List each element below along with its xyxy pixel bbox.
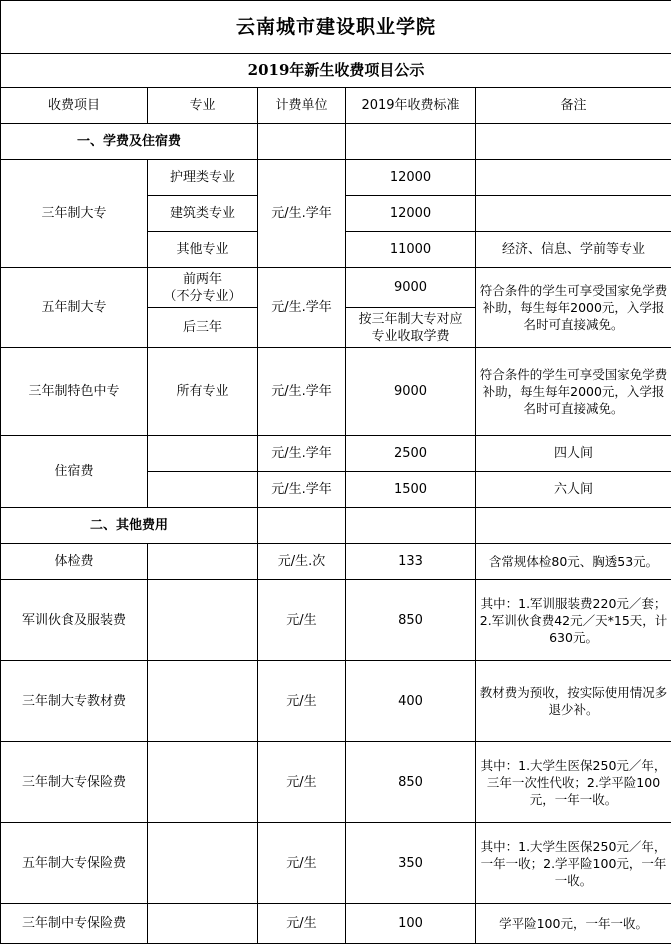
note-cell: 其中：1.大学生医保250元／年，三年一次性代收；2.学平险100元，一年一收。 xyxy=(476,742,671,823)
unit-cell: 元/生.学年 xyxy=(258,160,346,268)
fee-cell: 850 xyxy=(346,580,476,661)
major-cell xyxy=(148,268,258,308)
major-line: （不分专业） xyxy=(151,288,254,305)
major-line: 前两年 xyxy=(151,271,254,288)
section-row xyxy=(1,124,671,160)
table-row xyxy=(1,160,671,196)
fee-cell: 9000 xyxy=(346,348,476,436)
note-cell: 六人间 xyxy=(476,472,671,508)
note-cell: 含常规体检80元、胸透53元。 xyxy=(476,544,671,580)
note-cell: 符合条件的学生可享受国家免学费补助，每生每年2000元，入学报名时可直接减免。 xyxy=(476,348,671,436)
section-label: 一、学费及住宿费 xyxy=(1,124,258,160)
note-cell: 其中：1.军训服装费220元／套；2.军训伙食费42元／天*15天，计630元。 xyxy=(476,580,671,661)
fee-cell: 11000 xyxy=(346,232,476,268)
unit-cell: 元/生.次 xyxy=(258,544,346,580)
table-row xyxy=(1,661,671,742)
unit-cell: 元/生 xyxy=(258,823,346,904)
fee-cell: 850 xyxy=(346,742,476,823)
note-cell: 教材费为预收，按实际使用情况多退少补。 xyxy=(476,661,671,742)
fee-cell: 9000 xyxy=(346,268,476,308)
fee-cell xyxy=(346,308,476,348)
fee-cell: 350 xyxy=(346,823,476,904)
major-cell: 护理类专业 xyxy=(148,160,258,196)
header-major: 专业 xyxy=(148,88,258,124)
unit-cell: 元/生.学年 xyxy=(258,348,346,436)
table-row xyxy=(1,742,671,823)
item-name: 三年制中专保险费 xyxy=(1,904,148,944)
table-row xyxy=(1,580,671,661)
item-name: 五年制大专 xyxy=(1,268,148,348)
table-row xyxy=(1,904,671,944)
note-cell: 学平险100元，一年一收。 xyxy=(476,904,671,944)
note-cell xyxy=(476,160,671,196)
table-row xyxy=(1,544,671,580)
item-name: 三年制大专保险费 xyxy=(1,742,148,823)
page-subtitle: 2019年新生收费项目公示 xyxy=(1,54,671,88)
table-row xyxy=(1,823,671,904)
table-row xyxy=(1,348,671,436)
unit-cell: 元/生.学年 xyxy=(258,436,346,472)
unit-cell: 元/生 xyxy=(258,742,346,823)
section-row xyxy=(1,508,671,544)
item-name: 住宿费 xyxy=(1,436,148,508)
unit-cell: 元/生 xyxy=(258,904,346,944)
note-cell xyxy=(476,196,671,232)
fee-cell: 133 xyxy=(346,544,476,580)
item-name: 三年制特色中专 xyxy=(1,348,148,436)
note-cell: 符合条件的学生可享受国家免学费补助，每生每年2000元，入学报名时可直接减免。 xyxy=(476,268,671,348)
major-cell: 其他专业 xyxy=(148,232,258,268)
major-cell: 后三年 xyxy=(148,308,258,348)
unit-cell: 元/生.学年 xyxy=(258,268,346,348)
unit-cell: 元/生 xyxy=(258,580,346,661)
unit-cell: 元/生.学年 xyxy=(258,472,346,508)
fee-line: 按三年制大专对应 xyxy=(349,311,472,328)
fee-line: 专业收取学费 xyxy=(349,328,472,345)
fee-cell: 1500 xyxy=(346,472,476,508)
header-note: 备注 xyxy=(476,88,671,124)
major-cell: 所有专业 xyxy=(148,348,258,436)
fee-cell: 100 xyxy=(346,904,476,944)
header-row xyxy=(1,88,671,124)
fee-cell: 12000 xyxy=(346,160,476,196)
fee-cell: 400 xyxy=(346,661,476,742)
fee-cell: 2500 xyxy=(346,436,476,472)
header-unit: 计费单位 xyxy=(258,88,346,124)
section-label: 二、其他费用 xyxy=(1,508,258,544)
note-cell: 其中：1.大学生医保250元／年，一年一收；2.学平险100元，一年一收。 xyxy=(476,823,671,904)
page-title: 云南城市建设职业学院 xyxy=(1,1,671,54)
major-cell: 建筑类专业 xyxy=(148,196,258,232)
item-name: 军训伙食及服装费 xyxy=(1,580,148,661)
table-row xyxy=(1,268,671,308)
item-name: 体检费 xyxy=(1,544,148,580)
note-cell: 四人间 xyxy=(476,436,671,472)
item-name: 五年制大专保险费 xyxy=(1,823,148,904)
unit-cell: 元/生 xyxy=(258,661,346,742)
item-name: 三年制大专教材费 xyxy=(1,661,148,742)
table-row xyxy=(1,436,671,472)
item-name: 三年制大专 xyxy=(1,160,148,268)
note-cell: 经济、信息、学前等专业 xyxy=(476,232,671,268)
fee-cell: 12000 xyxy=(346,196,476,232)
header-item: 收费项目 xyxy=(1,88,148,124)
header-fee: 2019年收费标准 xyxy=(346,88,476,124)
